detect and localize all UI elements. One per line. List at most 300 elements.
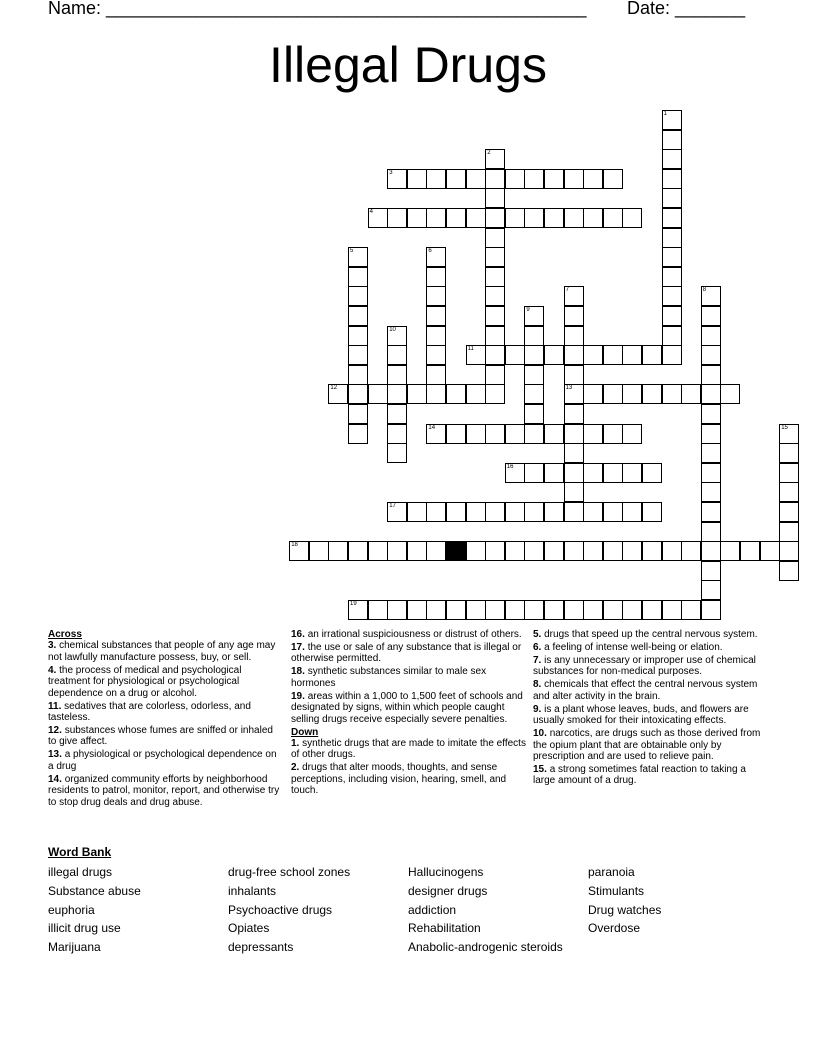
crossword-cell[interactable] [583,384,603,404]
crossword-cell[interactable] [662,345,682,365]
crossword-cell[interactable] [505,463,525,483]
crossword-cell[interactable] [622,384,642,404]
crossword-cell[interactable] [662,228,682,248]
crossword-cell[interactable] [485,267,505,287]
crossword-cell[interactable] [348,600,368,620]
down-clue [533,655,769,678]
clue-text: areas within a 1,000 to 1,500 feet of schools and designated by signs, within which people caught selling drugs receive especially severe penalties. [291,690,523,725]
crossword-cell[interactable] [603,208,623,228]
crossword-clue-number: 7 [565,287,569,294]
down-clue [533,764,769,787]
crossword-cell[interactable] [564,424,584,444]
crossword-cell[interactable] [348,306,368,326]
clue-text: sedatives that are colorless, odorless, and tasteless. [48,700,251,724]
crossword-cell[interactable] [485,247,505,267]
crossword-clue-number: 19 [350,601,357,607]
crossword-cell[interactable] [387,600,407,620]
crossword-cell[interactable] [524,404,544,424]
crossword-clue-number: 16 [506,463,514,470]
crossword-cell[interactable] [662,267,682,287]
word-bank-entry: Stimulants [588,883,645,898]
crossword-cell[interactable] [485,286,505,306]
word-bank-column-3 [408,863,563,957]
crossword-cell[interactable] [564,169,584,189]
crossword-cell[interactable] [583,600,603,620]
crossword-cell[interactable] [466,424,486,444]
crossword-cell[interactable] [446,384,466,404]
clue-text: synthetic substances similar to male sex hormones [291,666,487,689]
clue-text: is a plant whose leaves, buds, and flowers are usually smoked for their intoxicating effects. [533,703,749,727]
crossword-cell[interactable] [779,541,799,561]
crossword-cell[interactable] [466,600,486,620]
clue-number: 9. [533,703,542,715]
clue-text: a feeling of intense well-being or elation. [544,642,723,653]
across-heading: Across [48,629,82,640]
crossword-cell[interactable] [564,404,584,424]
crossword-cell[interactable] [583,424,603,444]
clue-number: 13. [48,749,62,761]
crossword-cell[interactable] [446,600,466,620]
crossword-clue-number: 17 [389,503,396,509]
crossword-cell[interactable] [466,384,486,404]
down-clue [533,704,769,727]
clues-column-3 [533,629,769,788]
crossword-cell[interactable] [387,208,407,228]
clue-number: 16. [291,629,305,640]
crossword-cell[interactable] [348,247,368,267]
word-bank-entry: Anabolic-androgenic steroids [408,940,563,955]
crossword-cell[interactable] [701,600,721,620]
crossword-cell[interactable] [603,384,623,404]
crossword-cell[interactable] [387,365,407,385]
crossword-cell[interactable] [603,345,623,365]
crossword-cell[interactable] [524,600,544,620]
crossword-cell[interactable] [426,345,446,365]
across-clues-part-1 [48,640,284,808]
page-title: Illegal Drugs [269,37,547,93]
clue-text: the use or sale of any substance that is illegal or otherwise permitted. [291,642,522,665]
crossword-cell[interactable] [387,502,407,522]
crossword-cell[interactable] [662,286,682,306]
clue-number: 1. [291,738,300,750]
crossword-cell[interactable] [466,345,486,365]
crossword-cell[interactable] [407,384,427,404]
across-clue [48,665,284,699]
crossword-cell[interactable] [720,384,740,404]
crossword-cell[interactable] [446,169,466,189]
crossword-clue-number: 2 [487,150,491,157]
crossword-cell[interactable] [681,384,701,404]
down-clues-part-1 [291,738,527,797]
crossword-cell[interactable] [485,188,505,208]
crossword-cell[interactable] [485,365,505,385]
crossword-cell[interactable] [368,541,388,561]
crossword-cell[interactable] [603,502,623,522]
crossword-cell[interactable] [622,600,642,620]
word-bank-entry: depressants [228,940,294,955]
crossword-clue-number: 3 [389,169,393,176]
crossword-cell[interactable] [426,306,446,326]
crossword-cell[interactable] [564,326,584,346]
crossword-cell[interactable] [387,404,407,424]
down-clues-part-2 [533,629,769,787]
crossword-cell[interactable] [505,541,525,561]
crossword-cell[interactable] [662,208,682,228]
crossword-cell[interactable] [387,443,407,463]
crossword-cell[interactable] [387,169,407,189]
crossword-cell[interactable] [466,541,486,561]
crossword-cell[interactable] [328,541,348,561]
down-heading: Down [291,726,319,738]
crossword-cell[interactable] [662,247,682,267]
crossword-cell[interactable] [564,463,584,483]
word-bank-entry: Drug watches [588,902,662,917]
crossword-cell[interactable] [387,345,407,365]
down-clue [533,629,769,640]
crossword-cell[interactable] [348,384,368,404]
crossword-cell[interactable] [642,345,662,365]
down-clue [291,762,527,796]
crossword-cell[interactable] [662,306,682,326]
crossword-cell[interactable] [701,580,721,600]
crossword-cell[interactable] [622,345,642,365]
word-bank-entry: addiction [408,902,457,917]
crossword-cell[interactable] [701,424,721,444]
crossword-cell[interactable] [583,345,603,365]
crossword-cell[interactable] [544,169,564,189]
crossword-cell[interactable] [505,424,525,444]
down-clue [291,738,527,761]
crossword-cell[interactable] [662,188,682,208]
word-bank-entry: Overdose [588,921,641,936]
crossword-cell[interactable] [348,541,368,561]
crossword-cell[interactable] [779,463,799,483]
crossword-cell[interactable] [701,522,721,542]
clue-text: the process of medical and psychological treatment for physiological or psychological dependence on a drug or alcohol. [48,664,242,699]
crossword-cell[interactable] [662,600,682,620]
crossword-cell[interactable] [701,561,721,581]
crossword-cell[interactable] [485,541,505,561]
crossword-clue-number: 12 [330,385,338,392]
across-clue [291,629,527,640]
crossword-cell[interactable] [642,502,662,522]
crossword-cell[interactable] [701,404,721,424]
crossword-cell[interactable] [662,130,682,150]
crossword-cell[interactable] [544,541,564,561]
crossword-cell[interactable] [544,463,564,483]
crossword-cell[interactable] [505,208,525,228]
crossword-cell[interactable] [524,541,544,561]
word-bank-entry: inhalants [228,883,277,898]
crossword-cell[interactable] [622,463,642,483]
crossword-cell[interactable] [407,502,427,522]
crossword-cell[interactable] [485,502,505,522]
word-bank-entry: designer drugs [408,883,488,898]
crossword-clue-number: 11 [467,346,474,353]
crossword-cell[interactable] [407,169,427,189]
crossword-cell[interactable] [524,169,544,189]
crossword-cell[interactable] [426,600,446,620]
crossword-cell[interactable] [348,267,368,287]
crossword-cell[interactable] [426,267,446,287]
crossword-cell[interactable] [524,326,544,346]
clue-text: an irrational suspiciousness or distrust of others. [307,629,522,640]
crossword-cell[interactable] [505,600,525,620]
crossword-cell[interactable] [524,365,544,385]
crossword-cell[interactable] [662,169,682,189]
crossword-cell[interactable] [407,600,427,620]
crossword-cell[interactable] [485,208,505,228]
crossword-cell[interactable] [466,502,486,522]
crossword-cell[interactable] [524,424,544,444]
word-bank-column-1 [48,863,141,957]
crossword-cell[interactable] [701,463,721,483]
clue-number: 11. [48,700,62,712]
across-clue [48,749,284,772]
crossword-cell[interactable] [426,502,446,522]
crossword-clue-number: 13 [565,385,573,392]
crossword-cell[interactable] [426,169,446,189]
crossword-cell[interactable] [583,502,603,522]
crossword-cell[interactable] [564,482,584,502]
crossword-cell[interactable] [701,384,721,404]
crossword-cell[interactable] [564,384,584,404]
crossword-cell[interactable] [348,424,368,444]
clue-text: drugs that alter moods, thoughts, and sense perceptions, including vision, hearing, smell, and touch. [291,762,507,797]
crossword-cell[interactable] [544,502,564,522]
crossword-cell[interactable] [466,208,486,228]
crossword-cell[interactable] [446,208,466,228]
crossword-cell[interactable] [779,502,799,522]
crossword-cell[interactable] [622,424,642,444]
crossword-cell[interactable] [622,502,642,522]
crossword-cell[interactable] [603,541,623,561]
crossword-cell[interactable] [505,345,525,365]
crossword-cell[interactable] [466,169,486,189]
crossword-cell[interactable] [701,365,721,385]
crossword-cell[interactable] [701,286,721,306]
name-field-label: Name: ________________________________________________ [48,0,587,18]
crossword-cell[interactable] [564,208,584,228]
crossword-clue-number: 18 [291,542,298,549]
crossword-cell[interactable] [720,541,740,561]
crossword-cell[interactable] [701,326,721,346]
word-bank-title: Word Bank [48,845,112,859]
crossword-cell[interactable] [583,208,603,228]
crossword-clue-number: 10 [389,326,396,333]
clue-text: organized community efforts by neighborhood residents to patrol, monitor, report, and otherwise try to stop drug deals and drug abuse. [48,773,280,808]
crossword-cell[interactable] [524,463,544,483]
across-clue [291,691,527,725]
crossword-cell[interactable] [564,502,584,522]
crossword-cell[interactable] [446,424,466,444]
crossword-cell[interactable] [524,306,544,326]
crossword-cell[interactable] [407,208,427,228]
clue-number: 2. [291,762,300,774]
clue-text: chemical substances that people of any age may not lawfully manufacture possess, buy, or sell. [48,640,276,663]
clue-number: 18. [291,666,305,678]
crossword-cell[interactable] [485,326,505,346]
crossword-cell[interactable] [779,443,799,463]
clue-number: 3. [48,640,57,652]
crossword-cell[interactable] [583,169,603,189]
across-clue [48,725,284,748]
clue-number: 17. [291,642,305,653]
clue-number: 6. [533,642,542,653]
clue-number: 7. [533,655,542,666]
clue-text: is any unnecessary or improper use of chemical substances for non-medical purposes. [533,655,756,678]
crossword-cell[interactable] [662,110,682,130]
crossword-cell[interactable] [701,443,721,463]
crossword-cell[interactable] [662,384,682,404]
crossword-cell[interactable] [642,384,662,404]
crossword-cell[interactable] [642,600,662,620]
crossword-cell[interactable] [564,306,584,326]
crossword-cell[interactable] [524,208,544,228]
crossword-cell[interactable] [564,345,584,365]
crossword-cell[interactable] [407,541,427,561]
crossword-cell[interactable] [564,286,584,306]
crossword-cell[interactable] [603,463,623,483]
crossword-cell[interactable] [485,384,505,404]
crossword-cell[interactable] [544,208,564,228]
crossword-cell[interactable] [701,345,721,365]
crossword-cell[interactable] [426,541,446,561]
crossword-cell[interactable] [544,345,564,365]
crossword-clue-number: 5 [350,248,354,255]
word-bank-entry: Hallucinogens [408,865,484,879]
crossword-cell[interactable] [485,345,505,365]
crossword-cell[interactable] [603,169,623,189]
clue-number: 14. [48,773,62,785]
crossword-cell[interactable] [426,424,446,444]
clue-text: a physiological or psychological dependence on a drug [48,749,277,772]
word-bank-entry: illegal drugs [48,865,113,879]
crossword-cell[interactable] [642,463,662,483]
crossword-cell[interactable] [701,541,721,561]
word-bank-entry: paranoia [588,865,635,879]
crossword-cell[interactable] [485,600,505,620]
crossword-cell[interactable] [426,286,446,306]
clue-number: 15. [533,764,547,776]
crossword-cell[interactable] [603,600,623,620]
clue-text: narcotics, are drugs such as those derived from the opium plant that are obtainable only by prescription and are used to relieve pain. [533,728,761,763]
crossword-cell[interactable] [760,541,780,561]
crossword-cell[interactable] [779,561,799,581]
crossword-clue-number: 14 [428,424,436,431]
crossword-cell[interactable] [485,228,505,248]
word-bank-column-4 [588,863,661,938]
crossword-cell[interactable] [446,502,466,522]
crossword-clue-number: 9 [526,307,530,313]
crossword-clue-number: 6 [428,248,432,255]
crossword-cell[interactable] [564,365,584,385]
crossword-cell[interactable] [740,541,760,561]
crossword-cell[interactable] [779,482,799,502]
crossword-cell[interactable] [485,306,505,326]
crossword-cell[interactable] [505,502,525,522]
crossword-cell[interactable] [583,541,603,561]
crossword-cell[interactable] [348,286,368,306]
clue-number: 4. [48,664,57,676]
crossword-cell[interactable] [681,541,701,561]
clue-number: 5. [533,629,542,640]
crossword-cell[interactable] [779,424,799,444]
word-bank-entry: drug-free school zones [228,865,351,879]
crossword-cell[interactable] [387,326,407,346]
clue-number: 19. [291,690,305,702]
crossword-cell[interactable] [564,541,584,561]
crossword-cell[interactable] [348,404,368,424]
down-clue [533,642,769,653]
crossword-cell[interactable] [662,326,682,346]
down-clue [533,679,769,702]
crossword-cell[interactable] [485,424,505,444]
crossword-cell[interactable] [426,326,446,346]
clue-text: chemicals that effect the central nervous system and alter activity in the brain. [533,679,758,702]
crossword-clue-number: 15 [781,424,788,431]
across-clue [48,640,284,663]
crossword-cell[interactable] [524,384,544,404]
crossword-cell[interactable] [642,541,662,561]
crossword-cell[interactable] [701,502,721,522]
crossword-cell[interactable] [328,384,348,404]
across-clue [291,666,527,689]
crossword-cell[interactable] [681,600,701,620]
crossword-cell[interactable] [524,502,544,522]
crossword-cell[interactable] [348,345,368,365]
crossword-cell[interactable] [368,208,388,228]
crossword-cell[interactable] [368,600,388,620]
crossword-cell[interactable] [544,424,564,444]
crossword-cell[interactable] [603,424,623,444]
crossword-cell[interactable] [387,424,407,444]
crossword-cell[interactable] [387,384,407,404]
across-clue [48,774,284,808]
crossword-cell[interactable] [309,541,329,561]
crossword-cell[interactable] [387,541,407,561]
crossword-cell[interactable] [662,541,682,561]
crossword-cell[interactable] [544,600,564,620]
down-clue [533,728,769,762]
crossword-cell[interactable] [348,326,368,346]
across-clues-part-2 [291,629,527,725]
crossword-cell[interactable] [564,600,584,620]
clues-column-2 [291,629,527,798]
crossword-cell[interactable] [524,345,544,365]
word-bank-entry: illicit drug use [48,921,121,936]
crossword-cell[interactable] [348,365,368,385]
crossword-cell[interactable] [701,482,721,502]
crossword-cell[interactable] [426,384,446,404]
crossword-cell[interactable] [622,541,642,561]
crossword-cell[interactable] [485,169,505,189]
crossword-cell[interactable] [426,247,446,267]
crossword-cell[interactable] [289,541,309,561]
crossword-cell[interactable] [701,306,721,326]
crossword-cell[interactable] [426,208,446,228]
crossword-cell[interactable] [583,463,603,483]
crossword-cell[interactable] [779,522,799,542]
crossword-cell[interactable] [485,149,505,169]
crossword-cell[interactable] [505,169,525,189]
crossword-cell[interactable] [368,384,388,404]
crossword-cell[interactable] [426,365,446,385]
word-bank-entry: Opiates [228,921,270,936]
crossword-cell[interactable] [662,149,682,169]
crossword-cell[interactable] [564,443,584,463]
crossword-cell[interactable] [622,208,642,228]
